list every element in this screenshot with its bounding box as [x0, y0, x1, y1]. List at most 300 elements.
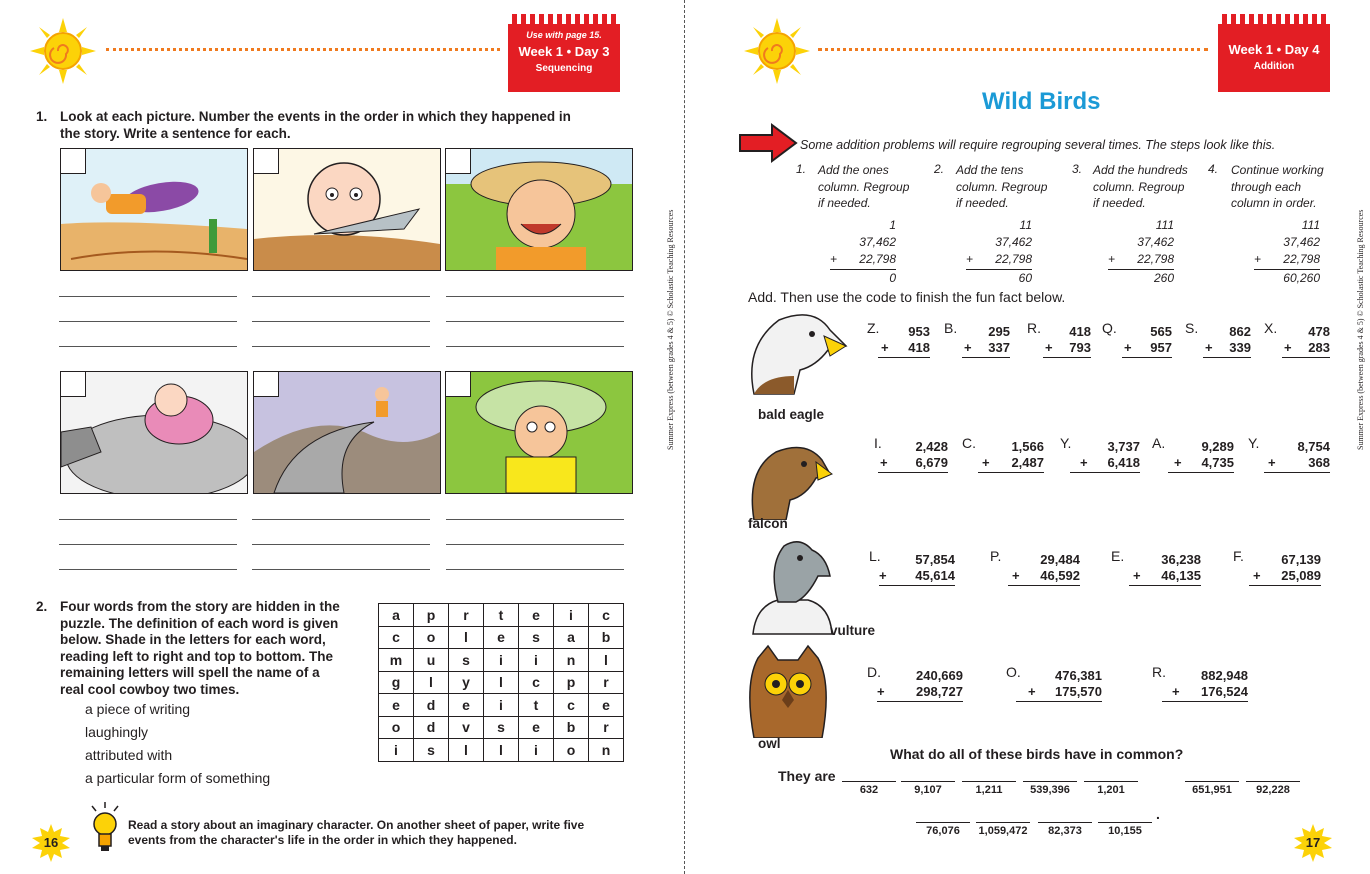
answer-bar[interactable]	[1282, 357, 1330, 358]
addend: 953	[908, 324, 930, 339]
addition-problem	[874, 435, 948, 475]
sum: 60,260	[1283, 271, 1320, 285]
grid-cell[interactable]: n	[589, 739, 624, 762]
answer-blank[interactable]	[1084, 781, 1138, 796]
step-line: column in order.	[1231, 196, 1317, 210]
vulture-icon	[748, 536, 838, 636]
number-box[interactable]	[446, 149, 471, 174]
picture-scared-boy	[445, 371, 633, 494]
grid-cell[interactable]: s	[519, 626, 554, 649]
grid-cell[interactable]: e	[589, 694, 624, 717]
instruction: Add. Then use the code to finish the fun fact below.	[748, 289, 1066, 305]
writing-line[interactable]	[252, 346, 430, 347]
left-page	[0, 0, 684, 874]
writing-line[interactable]	[446, 296, 624, 297]
code-number: 10,155	[1108, 825, 1142, 837]
grid-cell[interactable]: t	[484, 604, 519, 627]
addition-problem	[1102, 320, 1172, 360]
day-calendar	[508, 14, 620, 92]
addend: 283	[1308, 340, 1330, 355]
code-letter: Z.	[867, 320, 880, 336]
answer-bar[interactable]	[1264, 472, 1330, 473]
step-text	[1093, 162, 1188, 212]
plus-sign: +	[964, 340, 972, 355]
grid-cell[interactable]: o	[414, 626, 449, 649]
bald-eagle-icon	[744, 306, 848, 398]
plus-sign: +	[1172, 684, 1180, 699]
grid-cell[interactable]: e	[449, 694, 484, 717]
step-line: Add the hundreds	[1093, 163, 1188, 177]
addend: 46,592	[1040, 568, 1080, 583]
grid-cell[interactable]: c	[379, 626, 414, 649]
bird-label: bald eagle	[758, 407, 825, 422]
addend: 418	[908, 340, 930, 355]
plus-sign: +	[1205, 340, 1213, 355]
q1-line2: the story. Write a sentence for each.	[60, 126, 291, 141]
answer-bar[interactable]	[1122, 357, 1172, 358]
answer-bar[interactable]	[1203, 357, 1251, 358]
code-number: 82,373	[1048, 825, 1082, 837]
plus-sign: +	[1012, 568, 1020, 583]
writing-line[interactable]	[446, 346, 624, 347]
q2-line: below. Shade in the letters for each word,	[60, 632, 326, 647]
calendar-rings	[1218, 14, 1330, 26]
addition-problem	[944, 320, 1010, 360]
code-letter: X.	[1264, 320, 1278, 336]
writing-line[interactable]	[252, 296, 430, 297]
addition-problem	[867, 320, 930, 360]
plus-sign: +	[880, 455, 888, 470]
grid-cell[interactable]: i	[554, 604, 589, 627]
grid-cell[interactable]: e	[379, 694, 414, 717]
grid-cell[interactable]: e	[484, 626, 519, 649]
writing-line[interactable]	[59, 321, 237, 322]
step-number: 1.	[795, 162, 806, 176]
skill-label: Sequencing	[535, 63, 593, 74]
sum-bar	[830, 269, 896, 270]
addend: 46,135	[1161, 568, 1201, 583]
grid-cell[interactable]: d	[414, 694, 449, 717]
step-line: column. Regroup	[818, 179, 910, 194]
answer-blank[interactable]	[1023, 781, 1077, 796]
addend: 6,679	[915, 455, 948, 470]
sun-icon	[744, 18, 810, 84]
grid-cell[interactable]: i	[519, 739, 554, 762]
q1-line1: Look at each picture. Number the events in the order in which they happened in	[60, 109, 571, 124]
code-letter: F.	[1233, 548, 1244, 564]
answer-blank[interactable]	[1246, 781, 1300, 796]
addend: 1,566	[1011, 439, 1044, 454]
code-number: 539,396	[1030, 784, 1070, 796]
grid-cell[interactable]: m	[379, 649, 414, 672]
week-day: Week 1 • Day 3	[518, 44, 610, 59]
definition: attributed with	[85, 747, 173, 763]
addend: 37,462	[1283, 235, 1320, 249]
falcon-icon	[746, 440, 834, 520]
writing-line[interactable]	[252, 519, 430, 520]
addition-problem	[990, 548, 1080, 588]
bird-label: owl	[758, 736, 781, 751]
addition-problem	[1264, 320, 1330, 360]
addend: 25,089	[1281, 568, 1321, 583]
writing-line[interactable]	[446, 544, 624, 545]
addend: 4,735	[1201, 455, 1234, 470]
page-number-16	[32, 824, 70, 862]
answer-bar[interactable]	[1129, 585, 1201, 586]
step-line: if needed.	[818, 196, 871, 210]
code-letter: P.	[990, 548, 1002, 564]
writing-line[interactable]	[252, 569, 430, 570]
plus-sign: +	[877, 684, 885, 699]
addend: 957	[1150, 340, 1172, 355]
baby-wolf-illustration	[61, 372, 247, 493]
plus-sign: +	[982, 455, 990, 470]
number-box[interactable]	[61, 372, 86, 397]
calendar-rings	[508, 14, 620, 26]
answer-blank[interactable]	[1038, 822, 1092, 837]
definition: a particular form of something	[85, 770, 271, 786]
fun-fact-question: What do all of these birds have in common?	[890, 746, 1184, 762]
q2-line: puzzle. The definition of each word is given	[60, 615, 339, 631]
code-letter: C.	[962, 435, 976, 451]
right-page	[686, 0, 1370, 874]
plus-sign: +	[1268, 455, 1276, 470]
code-number: 1,059,472	[978, 825, 1028, 837]
carry: 111	[1155, 218, 1174, 232]
code-number: 632	[859, 784, 879, 796]
addend: 176,524	[1201, 684, 1248, 699]
writing-line[interactable]	[59, 569, 237, 570]
q1-number: 1.	[36, 109, 48, 124]
addend: 67,139	[1281, 552, 1321, 567]
page-title: Wild Birds	[982, 88, 1101, 115]
addend: 418	[1069, 324, 1091, 339]
addend: 36,238	[1161, 552, 1201, 567]
answer-bar[interactable]	[1249, 585, 1321, 586]
bird-label: falcon	[748, 516, 788, 531]
addend: 476,381	[1055, 668, 1102, 683]
code-letter: R.	[1027, 320, 1041, 336]
example-4	[1254, 218, 1320, 288]
word-search-grid	[378, 603, 624, 762]
step-number: 3.	[1071, 162, 1082, 176]
writing-line[interactable]	[446, 321, 624, 322]
grid-cell[interactable]: s	[449, 649, 484, 672]
grid-cell[interactable]: s	[484, 716, 519, 739]
intro-text: Some addition problems will require regrouping several times. The steps look like this.	[800, 138, 1276, 152]
answer-bar[interactable]	[878, 472, 948, 473]
grid-cell[interactable]: g	[379, 671, 414, 694]
definition: laughingly	[85, 724, 149, 740]
plus-sign: +	[1080, 455, 1088, 470]
q2-line: reading left to right and top to bottom. The	[60, 648, 333, 664]
addend: 22,798	[1137, 252, 1174, 266]
picture-tornado	[253, 371, 441, 494]
grid-cell[interactable]: a	[554, 626, 589, 649]
grid-cell[interactable]: l	[449, 739, 484, 762]
writing-line[interactable]	[59, 346, 237, 347]
addend: 368	[1308, 455, 1330, 470]
sum-bar	[1254, 269, 1320, 270]
addend: 37,462	[995, 235, 1032, 249]
answer-bar[interactable]	[978, 472, 1044, 473]
addend: 337	[988, 340, 1010, 355]
addend: 37,462	[1137, 235, 1174, 249]
step-number: 2.	[933, 162, 944, 176]
sum-bar	[1108, 269, 1174, 270]
tip-line2: events from the character's life in the order in which they happened.	[128, 833, 517, 847]
plus-sign: +	[1108, 252, 1116, 266]
answer-blank[interactable]	[976, 822, 1030, 837]
addition-problem	[1248, 435, 1330, 475]
addition-problem	[1027, 320, 1091, 360]
code-letter: Y.	[1060, 435, 1072, 451]
plus-sign: +	[1045, 340, 1053, 355]
addend: 862	[1229, 324, 1251, 339]
q2-line: real cool cowboy two times.	[60, 681, 240, 697]
q2-line: remaining letters will spell the name of a	[60, 665, 320, 680]
grid-cell[interactable]: i	[484, 649, 519, 672]
number-box[interactable]	[254, 149, 279, 174]
writing-line[interactable]	[59, 544, 237, 545]
addition-problem	[867, 664, 963, 704]
grid-cell[interactable]: l	[484, 739, 519, 762]
picture-baby-knife	[253, 148, 441, 271]
step-text	[1231, 162, 1324, 212]
grid-cell[interactable]: i	[379, 739, 414, 762]
answer-bar[interactable]	[1016, 701, 1102, 702]
carry: 11	[1019, 218, 1032, 232]
step-line: if needed.	[956, 196, 1009, 210]
addend: 37,462	[859, 235, 896, 249]
grid-cell[interactable]: p	[414, 604, 449, 627]
grid-cell[interactable]: c	[589, 604, 624, 627]
writing-line[interactable]	[446, 569, 624, 570]
writing-line[interactable]	[252, 321, 430, 322]
answer-bar[interactable]	[877, 701, 963, 702]
code-letter: R.	[1152, 664, 1166, 680]
number-box[interactable]	[446, 372, 471, 397]
falling-man-illustration	[61, 149, 247, 270]
plus-sign: +	[1133, 568, 1141, 583]
grid-cell[interactable]: t	[519, 694, 554, 717]
answer-blank[interactable]	[962, 781, 1016, 796]
addition-problem	[1111, 548, 1201, 588]
grid-cell[interactable]: p	[554, 671, 589, 694]
answer-bar[interactable]	[1008, 585, 1080, 586]
use-with-page: Use with page 15.	[526, 30, 602, 40]
grid-cell[interactable]: i	[519, 649, 554, 672]
plus-sign: +	[1124, 340, 1132, 355]
grid-cell[interactable]: l	[449, 626, 484, 649]
addend: 9,289	[1201, 439, 1234, 454]
addition-problem	[1233, 548, 1321, 588]
grid-cell[interactable]: y	[449, 671, 484, 694]
addend: 298,727	[916, 684, 963, 699]
example-1	[830, 218, 896, 288]
addend: 240,669	[916, 668, 963, 683]
plus-sign: +	[1284, 340, 1292, 355]
answer-blank[interactable]	[1098, 822, 1152, 837]
arrow-icon	[738, 123, 798, 163]
writing-line[interactable]	[59, 296, 237, 297]
grid-cell[interactable]: s	[414, 739, 449, 762]
grid-cell[interactable]: l	[414, 671, 449, 694]
addend: 882,948	[1201, 668, 1248, 683]
addend: 2,487	[1011, 455, 1044, 470]
step-line: through each	[1231, 179, 1302, 194]
grid-cell[interactable]: c	[519, 671, 554, 694]
answer-blank[interactable]	[901, 781, 955, 796]
plus-sign: +	[1174, 455, 1182, 470]
grid-cell[interactable]: o	[379, 716, 414, 739]
answer-bar[interactable]	[879, 585, 955, 586]
answer-blank[interactable]	[842, 781, 896, 796]
step-line: Continue working	[1231, 163, 1324, 177]
answer-bar[interactable]	[878, 357, 930, 358]
step-line: Add the tens	[956, 163, 1024, 177]
grid-cell[interactable]: e	[519, 604, 554, 627]
grid-cell[interactable]: e	[519, 716, 554, 739]
lightbulb-icon	[88, 802, 122, 854]
sentence-period: .	[1156, 806, 1160, 822]
example-3	[1108, 218, 1174, 288]
picture-baby-wolf	[60, 371, 248, 494]
code-number: 76,076	[926, 825, 960, 837]
plus-sign: +	[879, 568, 887, 583]
laughing-cowboy-illustration	[446, 149, 632, 270]
scared-boy-illustration	[446, 372, 632, 493]
copyright-sidebar-left: Summer Express (between grades 4 & 5) © Scholastic Teaching Resources	[666, 209, 675, 450]
answer-bar[interactable]	[962, 357, 1010, 358]
addend: 45,614	[915, 568, 955, 583]
grid-cell[interactable]: n	[554, 649, 589, 672]
code-letter: D.	[867, 664, 881, 680]
q2-number: 2.	[36, 599, 48, 614]
plus-sign: +	[830, 252, 838, 266]
answer-bar[interactable]	[1070, 472, 1140, 473]
addend: 57,854	[915, 552, 955, 567]
code-letter: Y.	[1248, 435, 1260, 451]
plus-sign: +	[1253, 568, 1261, 583]
picture-laughing-cowboy	[445, 148, 633, 271]
number-box[interactable]	[254, 372, 279, 397]
plus-sign: +	[1028, 684, 1036, 699]
skill-label: Addition	[1253, 61, 1295, 72]
addition-problem	[1152, 435, 1234, 475]
grid-cell[interactable]: d	[414, 716, 449, 739]
carry: 1	[889, 218, 896, 232]
addition-problem	[1152, 664, 1248, 704]
addition-problem	[869, 548, 955, 588]
grid-cell[interactable]: o	[554, 739, 589, 762]
answer-bar[interactable]	[1162, 701, 1248, 702]
page-number-text: 17	[1305, 835, 1321, 850]
addend: 793	[1069, 340, 1091, 355]
answer-bar[interactable]	[1043, 357, 1091, 358]
grid-cell[interactable]: u	[414, 649, 449, 672]
addend: 22,798	[1283, 252, 1320, 266]
number-box[interactable]	[61, 149, 86, 174]
code-letter: A.	[1152, 435, 1166, 451]
tip-line1: Read a story about an imaginary character. On another sheet of paper, write five	[128, 818, 585, 832]
answer-bar[interactable]	[1168, 472, 1234, 473]
plus-sign: +	[966, 252, 974, 266]
page-number-text: 16	[43, 835, 59, 850]
grid-cell[interactable]: r	[449, 604, 484, 627]
step-number: 4.	[1207, 162, 1218, 176]
sun-icon	[30, 18, 96, 84]
grid-cell[interactable]: c	[554, 694, 589, 717]
step-line: if needed.	[1093, 196, 1146, 210]
addend: 478	[1308, 324, 1330, 339]
bird-label: vulture	[830, 623, 876, 638]
grid-cell[interactable]: v	[449, 716, 484, 739]
picture-falling-man	[60, 148, 248, 271]
owl-icon	[744, 644, 832, 738]
dotted-divider	[818, 48, 1208, 55]
step-text	[956, 162, 1047, 212]
day-calendar	[1218, 14, 1330, 92]
they-are-label: They are	[778, 768, 836, 784]
writing-line[interactable]	[59, 519, 237, 520]
code-number: 1,201	[1097, 784, 1125, 796]
addend: 175,570	[1055, 684, 1102, 699]
grid-cell[interactable]: r	[589, 671, 624, 694]
grid-cell[interactable]: b	[589, 626, 624, 649]
definition: a piece of writing	[85, 701, 191, 717]
writing-line[interactable]	[252, 544, 430, 545]
answer-blank[interactable]	[916, 822, 970, 837]
addend: 8,754	[1297, 439, 1330, 454]
code-number: 92,228	[1256, 784, 1290, 796]
code-letter: O.	[1006, 664, 1021, 680]
grid-cell[interactable]: l	[484, 671, 519, 694]
grid-cell[interactable]: b	[554, 716, 589, 739]
plus-sign: +	[881, 340, 889, 355]
answer-blank[interactable]	[1185, 781, 1239, 796]
addend: 6,418	[1107, 455, 1140, 470]
grid-cell[interactable]: a	[379, 604, 414, 627]
code-letter: Q.	[1102, 320, 1117, 336]
code-number: 1,211	[975, 784, 1003, 796]
calendar-body	[1218, 26, 1330, 92]
sum: 260	[1153, 271, 1174, 285]
code-number: 9,107	[914, 784, 942, 796]
plus-sign: +	[1254, 252, 1262, 266]
addend: 295	[988, 324, 1010, 339]
carry: 111	[1301, 218, 1320, 232]
code-letter: E.	[1111, 548, 1125, 564]
addition-problem	[1185, 320, 1251, 360]
step-line: column. Regroup	[956, 179, 1048, 194]
code-letter: S.	[1185, 320, 1199, 336]
writing-line[interactable]	[446, 519, 624, 520]
grid-cell[interactable]: l	[589, 649, 624, 672]
example-2	[966, 218, 1032, 288]
copyright-sidebar-right: Summer Express (between grades 4 & 5) © Scholastic Teaching Resources	[1356, 209, 1365, 450]
addend: 22,798	[995, 252, 1032, 266]
sum: 0	[889, 271, 896, 285]
grid-cell[interactable]: r	[589, 716, 624, 739]
code-letter: I.	[874, 435, 882, 451]
code-number: 651,951	[1192, 784, 1232, 796]
code-letter: L.	[869, 548, 881, 564]
grid-cell[interactable]: i	[484, 694, 519, 717]
q2-line: Four words from the story are hidden in the	[60, 599, 340, 614]
code-letter: B.	[944, 320, 958, 336]
addition-problem	[1060, 435, 1140, 475]
